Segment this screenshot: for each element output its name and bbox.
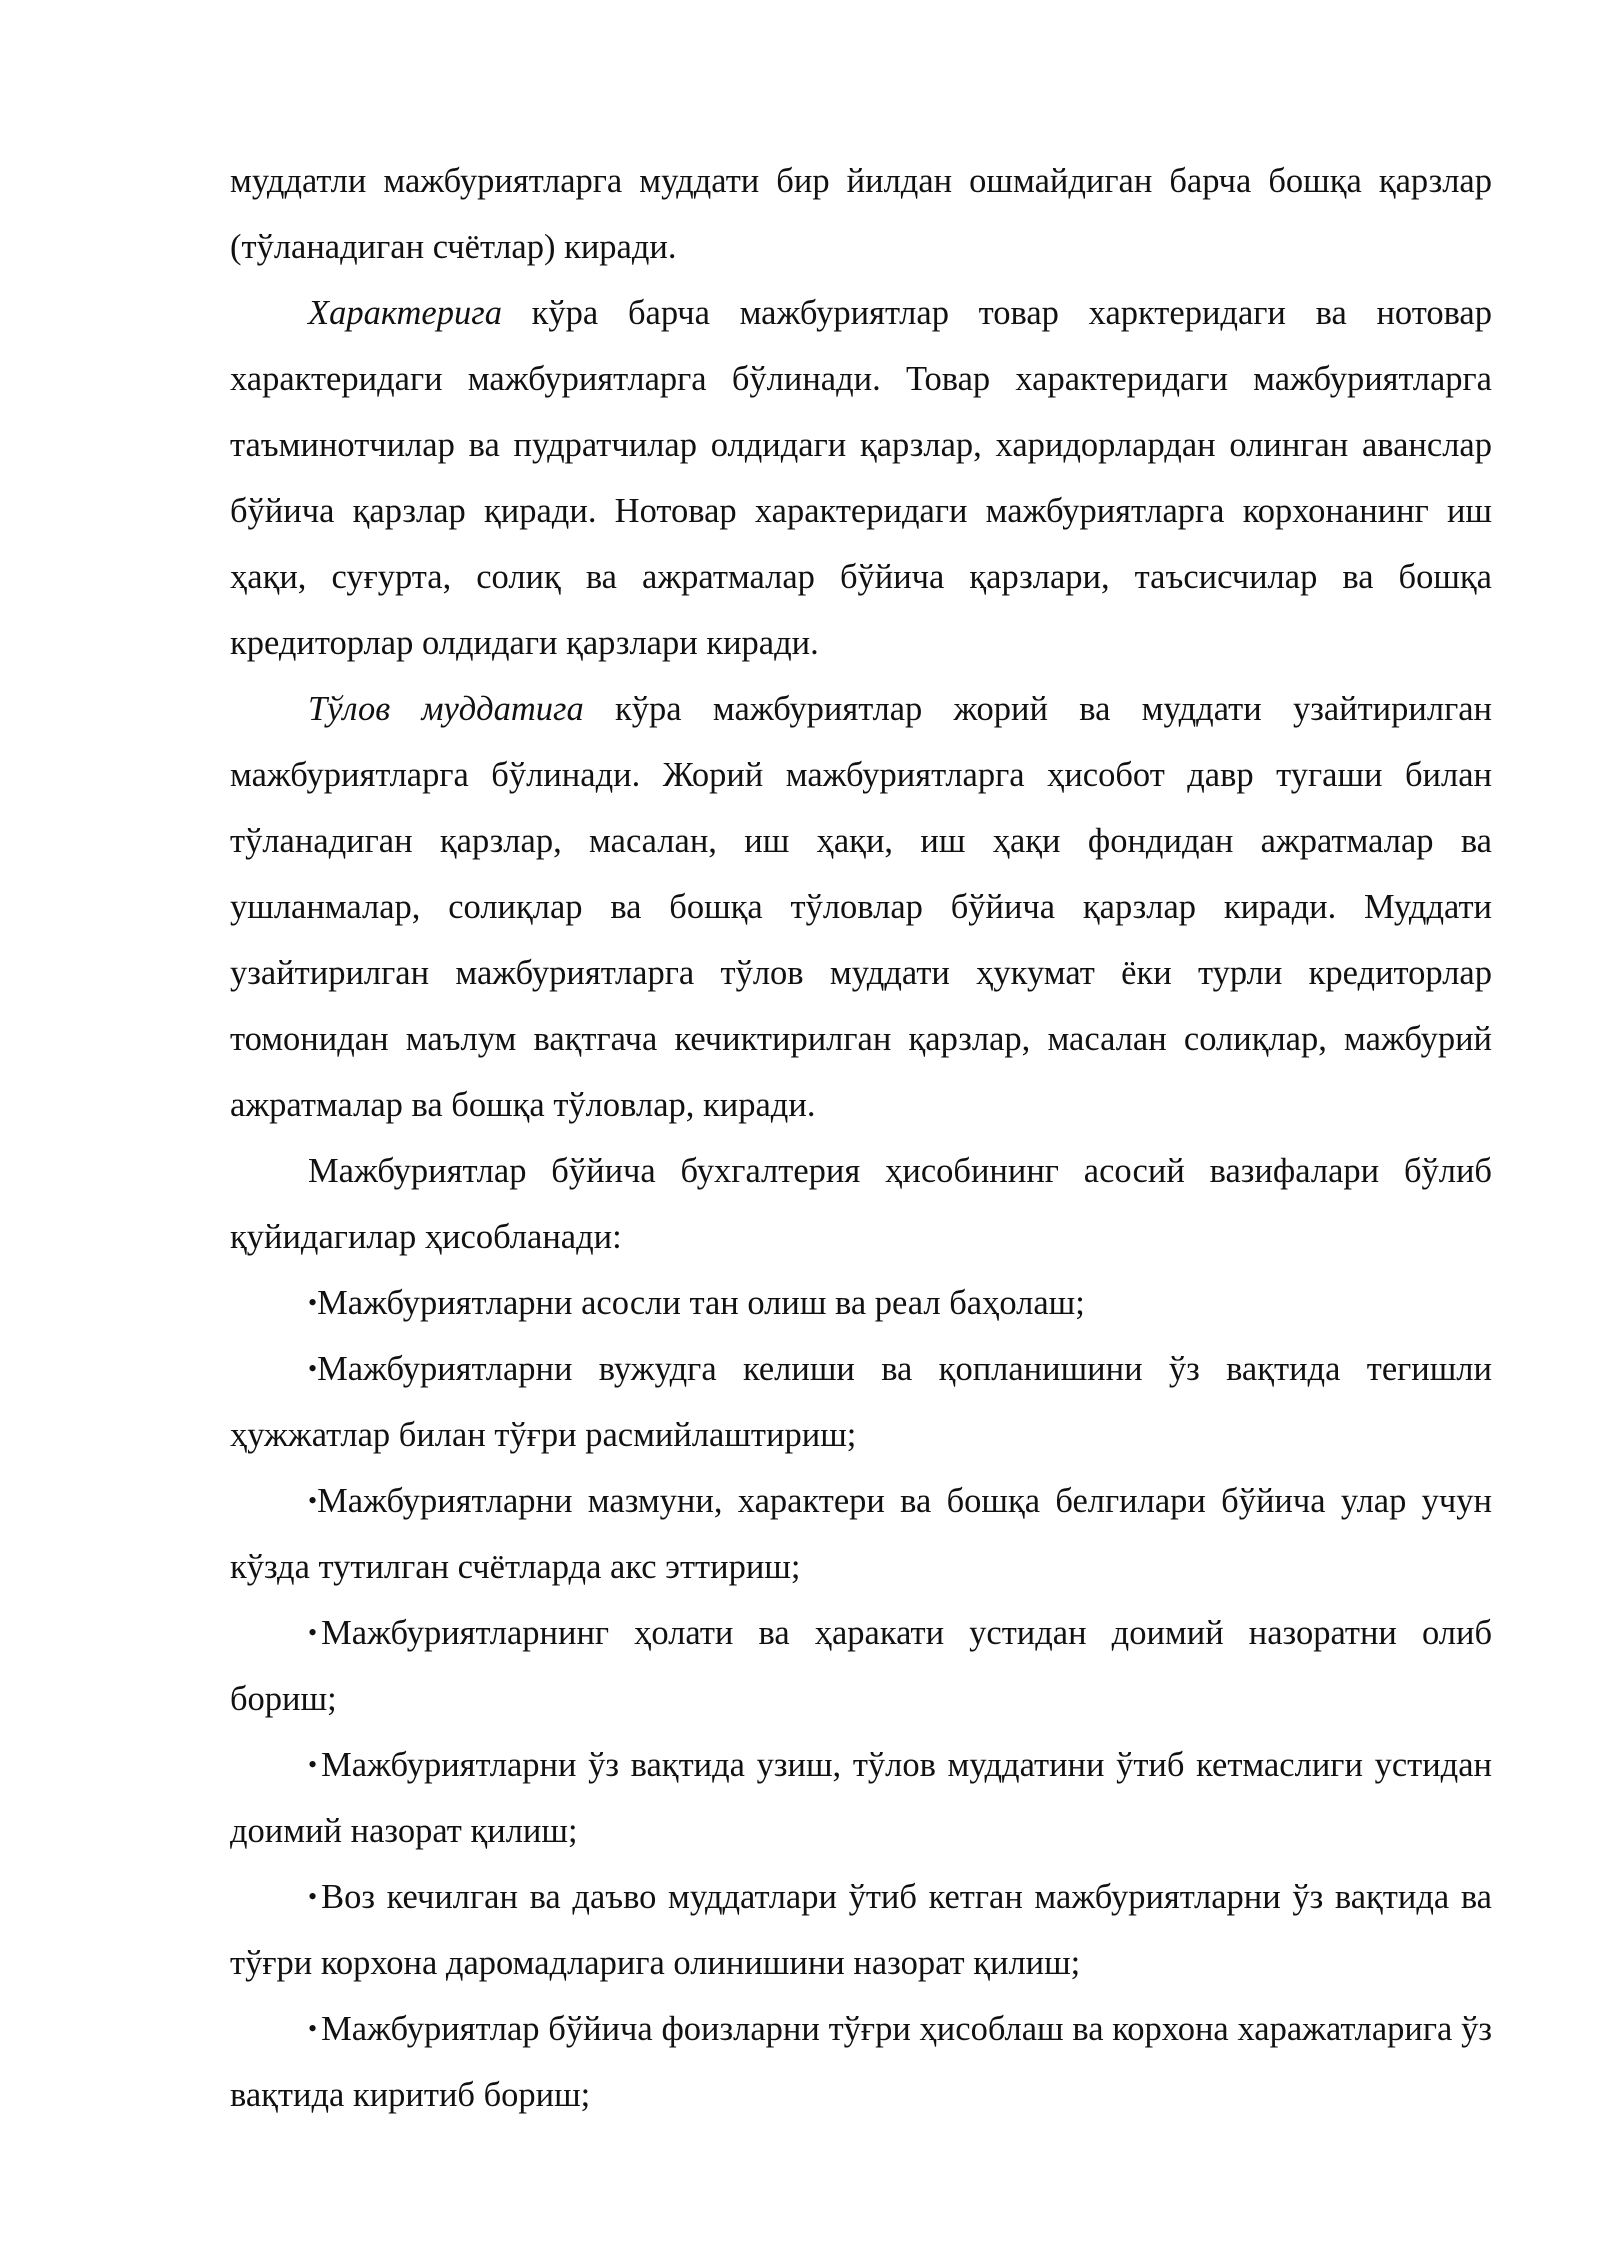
list-item xyxy=(230,1468,1492,1600)
list-item-text: Мажбуриятларни вужудга келиши ва қопланишини ўз вақтида тегишли ҳужжатлар билан тўғри расмийлаштириш; xyxy=(230,1350,1492,1454)
paragraph-by-payment-term xyxy=(230,676,1492,1138)
list-item xyxy=(230,1270,1492,1336)
paragraph-accounting-tasks-intro: Мажбуриятлар бўйича бухгалтерия ҳисобининг асосий вазифалари бўлиб қуйидагилар ҳисобланади: xyxy=(230,1152,1492,1256)
bullet-icon: • xyxy=(308,1750,318,1779)
list-item-text: Мажбуриятларнинг ҳолати ва ҳаракати устидан доимий назоратни олиб бориш; xyxy=(230,1614,1492,1718)
emphasis-payment-term: Тўлов муддатига xyxy=(308,690,584,728)
list-item xyxy=(230,1336,1492,1468)
list-item-text: Мажбуриятларни ўз вақтида узиш, тўлов муддатини ўтиб кетмаслиги устидан доимий назорат қилиш; xyxy=(230,1746,1492,1850)
list-item xyxy=(230,1864,1492,1996)
list-item-text: Воз кечилган ва даъво муддатлари ўтиб кетган мажбуриятларни ўз вақтида ва тўғри корхона даромадларига олинишини назорат қилиш; xyxy=(230,1878,1492,1982)
list-item xyxy=(230,1732,1492,1864)
document-page xyxy=(230,148,1492,2128)
list-item-text: Мажбуриятларни мазмуни, характери ва бошқа белгилари бўйича улар учун кўзда тутилган счётларда акс эттириш; xyxy=(230,1482,1492,1586)
paragraph-by-payment-term-text: кўра мажбуриятлар жорий ва муддати узайтирилган мажбуриятларга бўлинади. Жорий мажбуриятларга ҳисобот давр тугаши билан тўланадиган қарзлар, масалан, иш ҳақи, иш ҳақи фондидан ажратмалар ва ушланмалар, солиқлар ва бошқа тўловлар бўйича қарзлар киради. Муддати узайтирилган мажбуриятларга тўлов муддати ҳукумат ёки турли кредиторлар томонидан маълум вақтгача кечиктирилган қарзлар, масалан солиқлар, мажбурий ажратмалар ва бошқа тўловлар, киради. xyxy=(230,690,1492,1124)
emphasis-character: Характерига xyxy=(308,294,502,332)
paragraph-continuation: муддатли мажбуриятларга муддати бир йилдан ошмайдиган барча бошқа қарзлар (тўланадиган счётлар) киради. xyxy=(230,162,1492,266)
list-item xyxy=(230,1600,1492,1732)
list-item xyxy=(230,1996,1492,2128)
bullet-icon: • xyxy=(308,1354,318,1383)
bullet-icon: • xyxy=(308,1882,318,1911)
paragraph-by-character-text: кўра барча мажбуриятлар товар харктеридаги ва нотовар характеридаги мажбуриятларга бўлинади. Товар характеридаги мажбуриятларга таъминотчилар ва пудратчилар олдидаги қарзлар, харидорлардан олинган аванслар бўйича қарзлар қиради. Нотовар характеридаги мажбуриятларга корхонанинг иш ҳақи, суғурта, солиқ ва ажратмалар бўйича қарзлари, таъсисчилар ва бошқа кредиторлар олдидаги қарзлари киради. xyxy=(230,294,1492,662)
bullet-icon: • xyxy=(308,1486,318,1515)
list-item-text: Мажбуриятларни асосли тан олиш ва реал баҳолаш; xyxy=(317,1284,1085,1322)
paragraph-by-character xyxy=(230,280,1492,676)
bullet-icon: • xyxy=(308,1618,318,1647)
list-item-text: Мажбуриятлар бўйича фоизларни тўғри ҳисоблаш ва корхона харажатларига ўз вақтида киритиб бориш; xyxy=(230,2010,1492,2114)
bullet-icon: • xyxy=(308,1288,318,1317)
bullet-icon: • xyxy=(308,2014,318,2043)
